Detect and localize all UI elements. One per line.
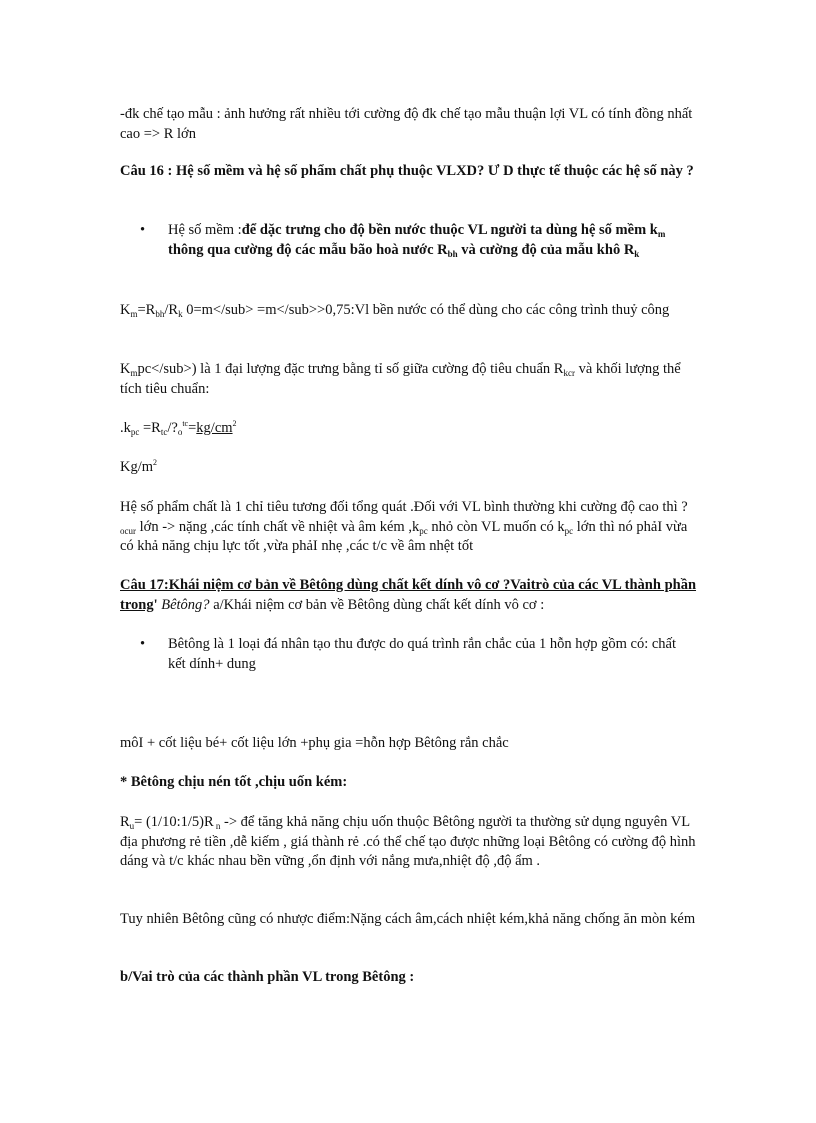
heading-question-16: Câu 16 : Hệ số mềm và hệ số phẩm chất phụ thuộc VLXD? Ư D thực tế thuộc các hệ số này ?: [120, 163, 694, 179]
paragraph-concrete-drawbacks: Tuy nhiên Bêtông cũng có nhược điểm:Nặng cách âm,cách nhiệt kém,khả năng chống ăn mòn kém: [120, 911, 696, 927]
bullet-icon: •: [140, 222, 146, 238]
paragraph-concrete-mix: môI + cốt liệu bé+ cốt liệu lớn +phụ gia =hỗn hợp Bêtông rắn chắc: [120, 735, 509, 751]
paragraph-bending-strength: $R_u=$ (1/10:1/5)R $_n$ -> để tăng khả năng chịu uốn thuộc Bêtông người ta thường sử dụng nguyên VL địa phương rẻ tiền ,dễ kiếm , giá thành rẻ .có thể chế tạo được những loại Bêtông có cường độ hình dáng và t/c khác nhau bền vững ,ổn định với nắng mưa,nhiệt độ ,độ ẩm .: [120, 814, 696, 869]
paragraph-quality-coefficient-explanation: Hệ số phẩm chất là 1 chỉ tiêu tương đối tổng quát .Đối với VL bình thường khi cường độ cao thì $?_{ocur}$ lớn -> nặng ,các tính chất về nhiệt và âm kém $,k_{pc}$ nhỏ còn VL muốn có $k_{pc}$ lớn thì nó phảI vừa có khả năng chịu lực tốt ,vừa phảI nhẹ ,các t/c về âm nhệt tốt: [120, 499, 688, 554]
bullet-icon: •: [140, 636, 146, 652]
paragraph-quality-coefficient-def: $K_mpc</sub>$) là 1 đại lượng đặc trưng bằng tỉ số giữa cường độ tiêu chuẩn $R_{kcr}$ và khối lượng thể tích tiêu chuẩn:: [120, 361, 681, 397]
paragraph-manufacturing-condition: -đk chế tạo mẫu : ảnh hưởng rất nhiều tới cường độ đk chế tạo mẫu thuận lợi VL có tính đồng nhất cao => R lớn: [120, 106, 693, 142]
paragraph-kpc-formula: $.k_{pc}$ $=R_{tc}/?_o^{tc}=kg/cm^2$: [120, 419, 237, 437]
bullet-text: Bêtông là 1 loại đá nhân tạo thu được do quá trình rắn chắc của 1 hỗn hợp gồm có: chất kết dính+ dung: [168, 636, 676, 672]
heading-component-roles: b/Vai trò của các thành phần VL trong Bêtông :: [120, 969, 415, 985]
paragraph-km-formula: $K_m=R_{bh}/R_k$ 0=m</sub> =m</sub>>0,75:Vl bền nước có thể dùng cho các công trình thuỷ công: [120, 302, 670, 319]
paragraph-unit: $Kg/m^2$: [120, 458, 158, 475]
bullet-text: Hệ số mềm :để dặc trưng cho độ bền nước thuộc VL người ta dùng hệ số mềm $k_m$ thông qua cường độ các mẫu bão hoà nước $R_{bh}$ và cường độ của mẫu khô $R_k$: [168, 222, 666, 259]
heading-question-17: Câu 17:Khái niệm cơ bản về Bêtông dùng chất kết dính vô cơ ?Vaitrò của các VL thành phần trong' Bêtông? a/Khái niệm cơ bản về Bêtông dùng chất kết dính vô cơ :: [120, 577, 697, 613]
paragraph-concrete-strength: * Bêtông chịu nén tốt ,chịu uốn kém:: [120, 774, 348, 790]
